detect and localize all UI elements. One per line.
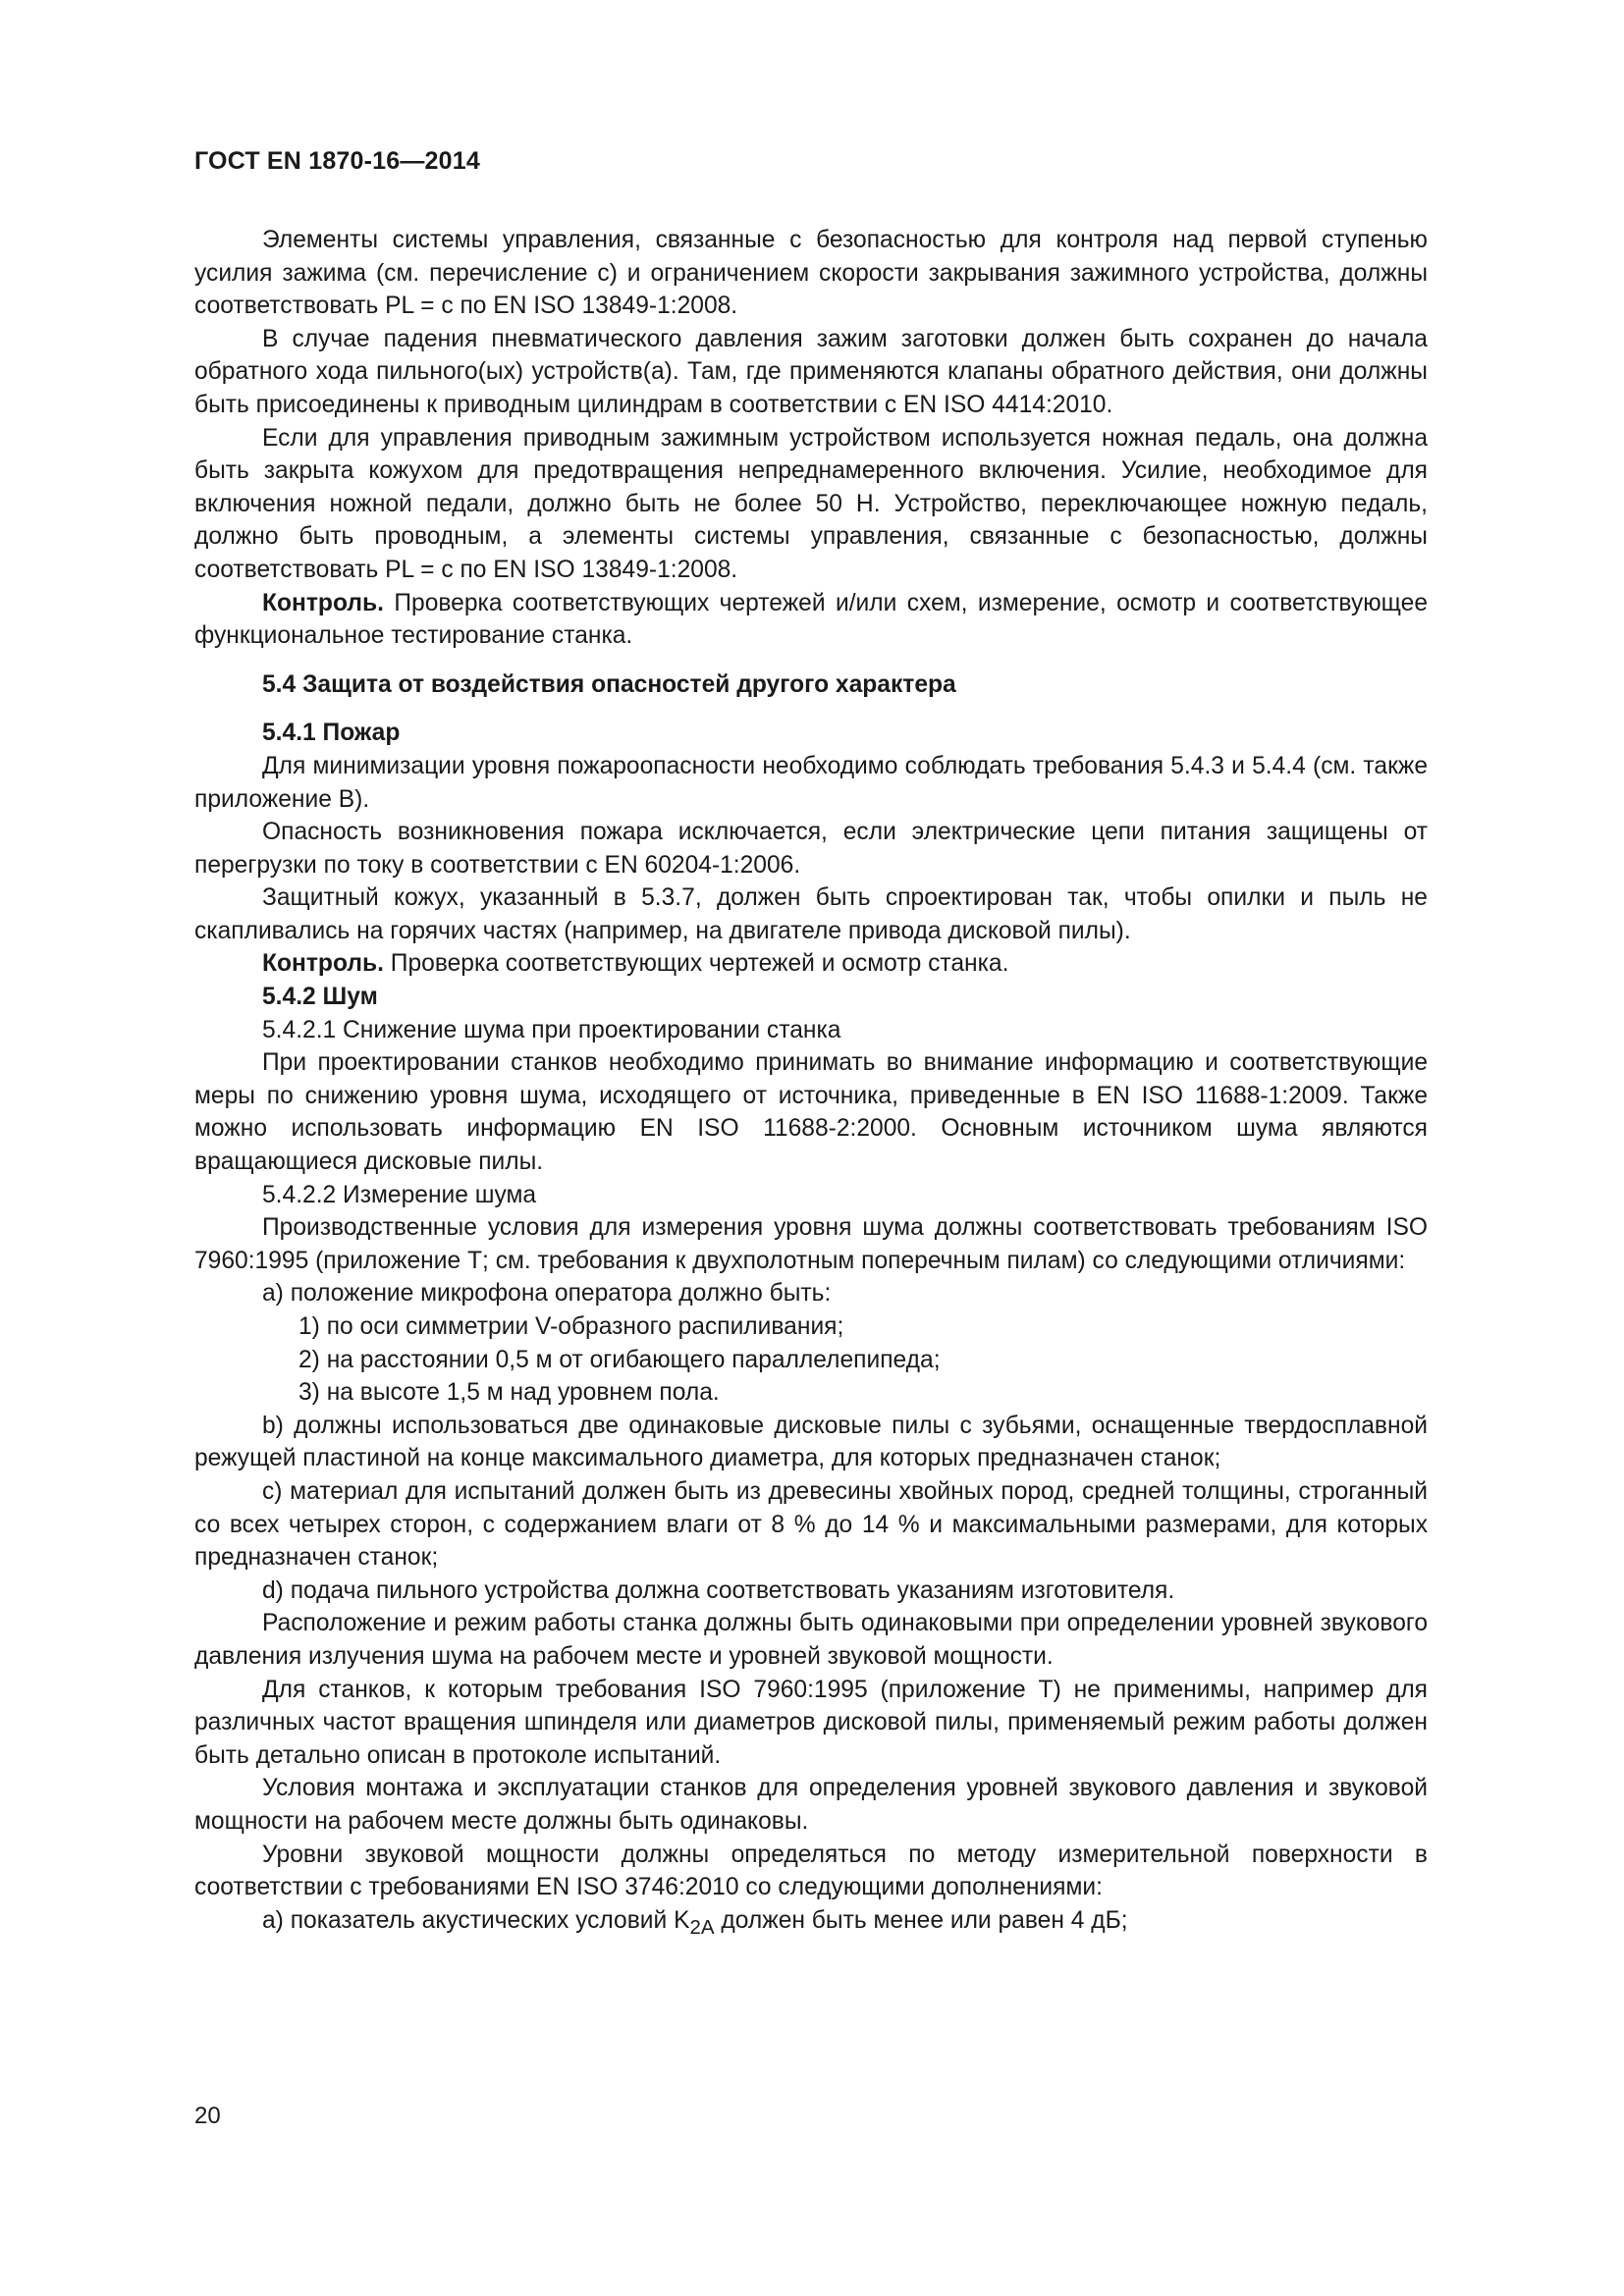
paragraph: Расположение и режим работы станка должны быть одинаковыми при определении уровней звукового давления излучения шума на рабочем месте и уровней звуковой мощности.	[194, 1610, 1428, 1670]
list-item-final-a	[194, 1904, 1428, 1945]
final-a-subscript: 2A	[689, 1915, 715, 1939]
document-body	[194, 224, 1428, 1944]
list-item-b: b) должны использоваться две одинаковые дисковые пилы с зубьями, оснащенные твердосплавной режущей пластиной на конце максимального диаметра, для которых предназначен станок;	[194, 1412, 1428, 1472]
list-item-c: c) материал для испытаний должен быть из древесины хвойных пород, средней толщины, строганный со всех четырех сторон, с содержанием влаги от 8 % до 14 % и максимальными размерами, для которых предназначен станок;	[194, 1477, 1428, 1572]
paragraph: Защитный кожух, указанный в 5.3.7, должен быть спроектирован так, чтобы опилки и пыль не скапливались на горячих частях (например, на двигателе привода дисковой пилы).	[194, 884, 1428, 944]
document-header: ГОСТ EN 1870-16—2014	[194, 147, 480, 175]
paragraph: Элементы системы управления, связанные с безопасностью для контроля над первой ступенью усилия зажима (см. перечисление с) и ограничением скорости закрывания зажимного устройства, должны соответствовать PL = c по EN ISO 13849-1:2008.	[194, 227, 1428, 320]
paragraph: Производственные условия для измерения уровня шума должны соответствовать требованиям ISO 7960:1995 (приложение Т; см. требования к двухполотным поперечным пилам) со следующими отличиями:	[194, 1214, 1428, 1274]
page-number: 20	[194, 2103, 221, 2129]
paragraph: В случае падения пневматического давления зажим заготовки должен быть сохранен до начала обратного хода пильного(ых) устройств(а). Там, где применяются клапаны обратного действия, они должны быть присоединены к приводным цилиндрам в соответствии с EN ISO 4414:2010.	[194, 325, 1428, 418]
section-heading-5-4: 5.4 Защита от воздействия опасностей другого характера	[262, 670, 956, 698]
paragraph: Для минимизации уровня пожароопасности необходимо соблюдать требования 5.4.3 и 5.4.4 (см. также приложение В).	[194, 752, 1428, 813]
control-text: Проверка соответствующих чертежей и/или схем, измерение, осмотр и соответствующее функциональное тестирование станка.	[194, 589, 1428, 650]
control-label: Контроль.	[262, 589, 384, 616]
final-a-text-start: a) показатель акустических условий K	[262, 1906, 690, 1934]
list-subitem-3: 3) на высоте 1,5 м над уровнем пола.	[298, 1379, 720, 1407]
list-item-a: a) положение микрофона оператора должно быть:	[262, 1280, 832, 1308]
subsection-heading-5-4-2-2: 5.4.2.2 Измерение шума	[262, 1181, 537, 1208]
subsection-heading-5-4-2-1: 5.4.2.1 Снижение шума при проектировании станка	[262, 1016, 841, 1043]
paragraph: Условия монтажа и эксплуатации станков для определения уровней звукового давления и звуковой мощности на рабочем месте должны быть одинаковы.	[194, 1775, 1428, 1835]
paragraph: Опасность возникновения пожара исключается, если электрические цепи питания защищены от перегрузки по току в соответствии с EN 60204-1:2006.	[194, 819, 1428, 879]
section-heading-5-4-1: 5.4.1 Пожар	[262, 720, 401, 747]
paragraph: Уровни звуковой мощности должны определяться по методу измерительной поверхности в соответствии с требованиями EN ISO 3746:2010 со следующими дополнениями:	[194, 1841, 1428, 1901]
list-item-d: d) подача пильного устройства должна соответствовать указаниям изготовителя.	[262, 1576, 1175, 1604]
control-paragraph	[194, 947, 1428, 981]
paragraph: Если для управления приводным зажимным устройством используется ножная педаль, она должна быть закрыта кожухом для предотвращения непреднамеренного включения. Усилие, необходимое для включения ножной педали, должно быть не более 50 Н. Устройство, переключающее ножную педаль, должно быть проводным, а элементы системы управления, связанные с безопасностью, должны соответствовать PL = c по EN ISO 13849-1:2008.	[194, 424, 1428, 583]
control-label: Контроль.	[262, 950, 384, 978]
list-subitem-2: 2) на расстоянии 0,5 м от огибающего параллелепипеда;	[298, 1346, 941, 1373]
section-heading-5-4-2: 5.4.2 Шум	[262, 984, 378, 1011]
final-a-text-end: должен быть менее или равен 4 дБ;	[714, 1906, 1128, 1934]
list-subitem-1: 1) по оси симметрии V-образного распиливания;	[298, 1313, 844, 1340]
paragraph: При проектировании станков необходимо принимать во внимание информацию и соответствующие меры по снижению уровня шума, исходящего от источника, приведенные в EN ISO 11688-1:2009. Также можно использовать информацию EN ISO 11688-2:2000. Основным источником шума являются вращающиеся дисковые пилы.	[194, 1049, 1428, 1176]
paragraph: Для станков, к которым требования ISO 7960:1995 (приложение Т) не применимы, например для различных частот вращения шпинделя или диаметров дисковой пилы, применяемый режим работы должен быть детально описан в протоколе испытаний.	[194, 1676, 1428, 1769]
control-paragraph	[194, 587, 1428, 653]
control-text: Проверка соответствующих чертежей и осмотр станка.	[383, 950, 1009, 978]
